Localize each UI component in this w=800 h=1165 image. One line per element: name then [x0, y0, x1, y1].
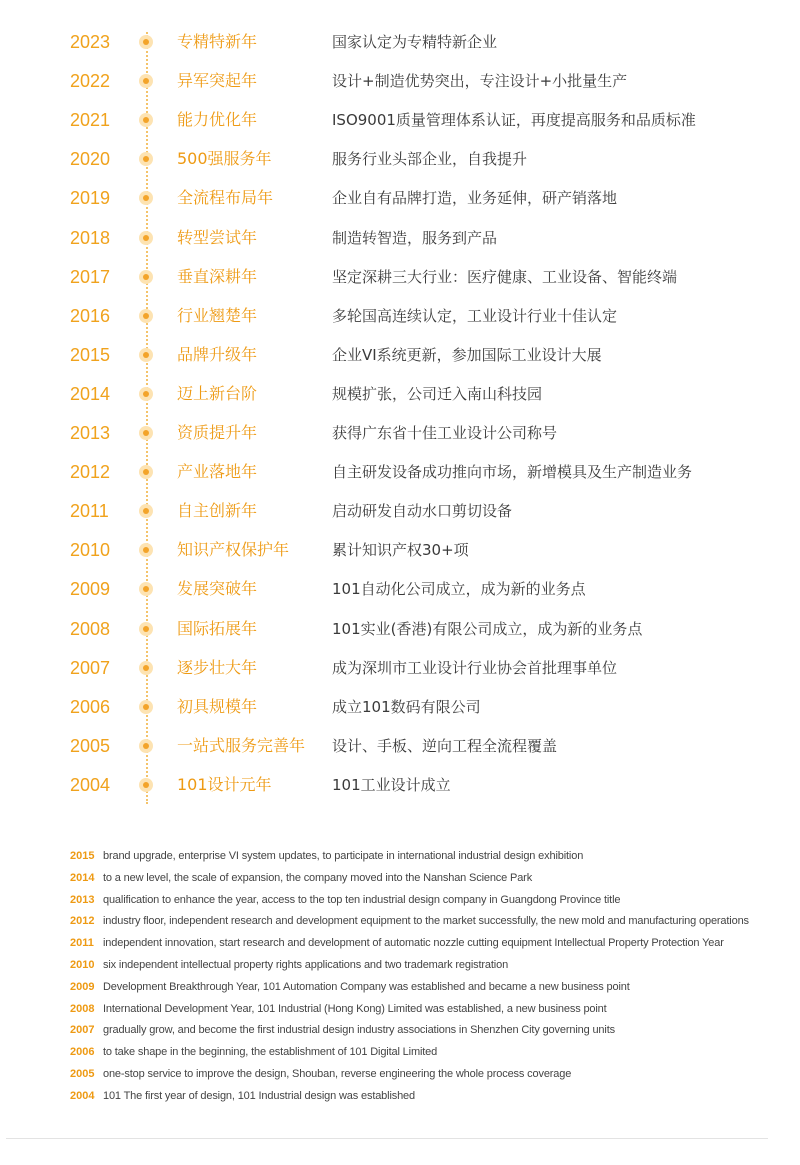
english-year: 2005 [70, 1067, 95, 1080]
english-text: gradually grow, and become the first industrial design industry associations in Shenzhen City governing units [103, 1024, 615, 1037]
timeline-row [0, 105, 800, 135]
bottom-divider [6, 1138, 768, 1139]
timeline-year: 2012 [70, 462, 111, 483]
timeline-dot-icon [139, 543, 153, 557]
timeline-title: 能力优化年 [177, 110, 258, 130]
timeline-dot-icon [139, 191, 153, 205]
timeline-dot-icon [139, 426, 153, 440]
timeline-year: 2015 [70, 344, 111, 365]
timeline-description: 获得广东省十佳工业设计公司称号 [332, 424, 558, 442]
english-year: 2007 [70, 1024, 95, 1037]
timeline-dot-icon [139, 35, 153, 49]
timeline-description: 设计、手板、逆向工程全流程覆盖 [332, 736, 558, 755]
timeline-year: 2022 [70, 71, 111, 92]
english-text: one-stop service to improve the design, Shouban, reverse engineering the whole process coverage [103, 1067, 572, 1080]
timeline-description: 坚定深耕三大行业：医疗健康、工业设备、智能终端 [332, 267, 678, 286]
english-year: 2012 [70, 915, 95, 928]
timeline-dot-icon [139, 309, 153, 323]
english-year: 2014 [70, 871, 95, 884]
english-row [0, 999, 800, 1021]
timeline-description: 启动研发自动水口剪切设备 [332, 502, 513, 521]
timeline-title: 发展突破年 [177, 579, 258, 599]
english-year: 2004 [70, 1089, 95, 1102]
english-year: 2013 [70, 893, 95, 906]
english-text: to take shape in the beginning, the establishment of 101 Digital Limited [103, 1046, 438, 1059]
timeline-title: 转型尝试年 [177, 227, 258, 247]
timeline-dot-icon [139, 661, 153, 675]
timeline-year: 2014 [70, 383, 111, 404]
timeline-title: 500强服务年 [177, 149, 272, 169]
timeline-description: 101实业(香港)有限公司成立，成为新的业务点 [332, 619, 643, 638]
timeline-year: 2016 [70, 305, 111, 326]
timeline-row [0, 301, 800, 331]
english-row [0, 1064, 800, 1086]
timeline-row [0, 262, 800, 292]
timeline-dot-icon [139, 700, 153, 714]
timeline-year: 2011 [70, 501, 109, 522]
timeline-year: 2008 [70, 618, 111, 639]
timeline-description: 101工业设计成立 [332, 775, 451, 794]
timeline-row [0, 66, 800, 96]
timeline-year: 2017 [70, 266, 111, 287]
timeline-description: 服务行业头部企业，自我提升 [332, 150, 528, 169]
timeline-description: 101自动化公司成立，成为新的业务点 [332, 580, 586, 599]
english-row [0, 911, 800, 933]
timeline-dot-icon [139, 622, 153, 636]
timeline-dot-icon [139, 113, 153, 127]
english-text: industry floor, independent research and development equipment to the market successfully, the new mold and manufacturing operations [103, 915, 749, 928]
timeline-description: 累计知识产权30+项 [332, 541, 469, 560]
timeline-dot-icon [139, 152, 153, 166]
timeline-description: 制造转智造，服务到产品 [332, 228, 498, 247]
timeline-dot-icon [139, 465, 153, 479]
timeline-row [0, 379, 800, 409]
english-year: 2009 [70, 980, 95, 993]
timeline-row [0, 574, 800, 604]
english-text: brand upgrade, enterprise VI system updates, to participate in international industrial design exhibition [103, 850, 584, 862]
timeline-title: 自主创新年 [177, 501, 258, 521]
timeline-title: 行业翘楚年 [177, 305, 258, 325]
timeline-year: 2005 [70, 735, 111, 756]
timeline-year: 2018 [70, 227, 111, 248]
english-text: independent innovation, start research and development of automatic nozzle cutting equipment Intellectual Property Protection Year [103, 937, 724, 950]
english-row [0, 1086, 800, 1108]
timeline-title: 品牌升级年 [177, 344, 258, 364]
english-year: 2010 [70, 958, 95, 971]
timeline-description: 设计+制造优势突出，专注设计+小批量生产 [332, 72, 628, 91]
timeline-dot-icon [139, 778, 153, 792]
timeline-row [0, 27, 800, 57]
timeline-description: 企业VI系统更新，参加国际工业设计大展 [332, 345, 602, 364]
timeline-year: 2013 [70, 423, 111, 443]
timeline-row [0, 223, 800, 253]
english-text: International Development Year, 101 Industrial (Hong Kong) Limited was established, a new business point [103, 1002, 607, 1015]
timeline-year: 2006 [70, 696, 111, 717]
timeline-description: 自主研发设备成功推向市场，新增模具及生产制造业务 [332, 463, 693, 482]
timeline-row [0, 731, 800, 761]
english-row [0, 977, 800, 999]
timeline-description: 企业自有品牌打造，业务延伸，研产销落地 [332, 189, 618, 208]
timeline-dot-icon [139, 387, 153, 401]
english-row [0, 890, 800, 912]
english-year: 2011 [70, 937, 94, 950]
english-year: 2008 [70, 1002, 95, 1015]
english-row [0, 933, 800, 955]
timeline-dot-icon [139, 231, 153, 245]
timeline-year: 2007 [70, 657, 111, 678]
timeline-title: 产业落地年 [177, 462, 258, 482]
timeline-title: 国际拓展年 [177, 618, 258, 638]
timeline-description: 多轮国高连续认定，工业设计行业十佳认定 [332, 306, 618, 325]
english-row [0, 846, 800, 868]
timeline-year: 2004 [70, 774, 111, 795]
timeline-row [0, 457, 800, 487]
timeline-title: 逐步壮大年 [177, 657, 258, 677]
english-text: six independent intellectual property rights applications and two trademark registration [103, 958, 509, 971]
timeline-dot-icon [139, 739, 153, 753]
timeline-row [0, 340, 800, 370]
english-year: 2006 [70, 1046, 95, 1059]
timeline-row [0, 653, 800, 683]
timeline-description: 国家认定为专精特新企业 [332, 33, 498, 51]
timeline-title: 101设计元年 [177, 774, 272, 794]
timeline-dot-icon [139, 270, 153, 284]
timeline-title: 迈上新台阶 [177, 383, 258, 403]
timeline-title: 一站式服务完善年 [177, 735, 306, 755]
timeline-row [0, 692, 800, 722]
timeline-row [0, 418, 800, 448]
timeline-description: ISO9001质量管理体系认证，再度提高服务和品质标准 [332, 111, 696, 130]
timeline-row [0, 496, 800, 526]
english-row [0, 1020, 800, 1042]
english-text: qualification to enhance the year, access to the top ten industrial design company in Guangdong Province title [103, 893, 621, 906]
english-timeline [0, 846, 800, 1108]
timeline-description: 成为深圳市工业设计行业协会首批理事单位 [332, 658, 618, 677]
timeline-row [0, 614, 800, 644]
timeline-row [0, 144, 800, 174]
english-text: to a new level, the scale of expansion, the company moved into the Nanshan Science Park [103, 871, 533, 884]
timeline-row [0, 183, 800, 213]
english-text: 101 The first year of design, 101 Industrial design was established [103, 1089, 415, 1102]
timeline-title: 异军突起年 [177, 71, 258, 91]
timeline-title: 专精特新年 [177, 32, 258, 51]
timeline-year: 2019 [70, 188, 111, 209]
timeline-title: 垂直深耕年 [177, 266, 258, 286]
timeline-title: 知识产权保护年 [177, 540, 290, 560]
english-text: Development Breakthrough Year, 101 Automation Company was established and became a new business point [103, 980, 630, 993]
timeline-year: 2010 [70, 540, 111, 561]
timeline-dot-icon [139, 504, 153, 518]
timeline-dot-icon [139, 74, 153, 88]
timeline-row [0, 535, 800, 565]
timeline-title: 全流程布局年 [177, 188, 274, 208]
timeline-description: 成立101数码有限公司 [332, 697, 481, 716]
timeline-year: 2020 [70, 149, 111, 170]
timeline-row [0, 770, 800, 800]
english-row [0, 1042, 800, 1064]
timeline-description: 规模扩张，公司迁入南山科技园 [332, 384, 543, 403]
english-year: 2015 [70, 850, 95, 862]
english-row [0, 955, 800, 977]
timeline-title: 资质提升年 [177, 423, 258, 442]
timeline-title: 初具规模年 [177, 696, 258, 716]
timeline-year: 2021 [70, 110, 111, 131]
timeline-year: 2009 [70, 579, 111, 600]
english-row [0, 868, 800, 890]
timeline-dot-icon [139, 348, 153, 362]
timeline-year: 2023 [70, 32, 111, 52]
timeline-dot-icon [139, 582, 153, 596]
